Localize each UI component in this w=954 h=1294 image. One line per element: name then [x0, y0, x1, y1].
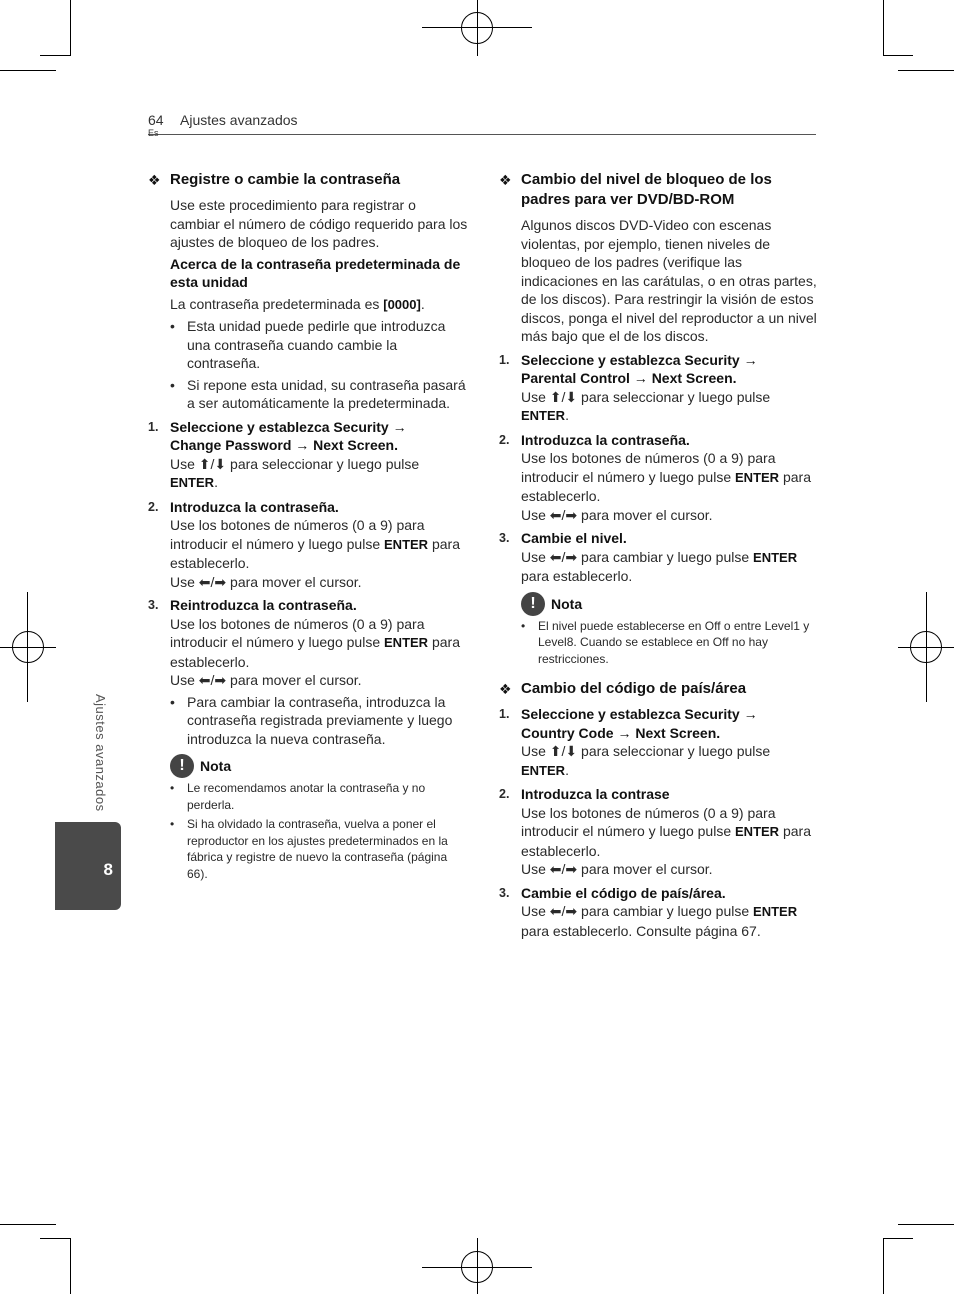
- step-1: 1. Seleccione y establezca Security → Change Password → Next Screen. Use ⬆/⬇ para seleccionar y luego pulse ENTER.: [148, 418, 420, 490]
- diamond-bullet-icon: ❖: [148, 172, 161, 188]
- right-arrow-icon: →: [743, 351, 758, 368]
- section-title: ❖ Cambio del código de país/área: [499, 680, 747, 697]
- right-arrow-icon: →: [633, 370, 648, 386]
- crop-mark: [0, 1224, 56, 1225]
- list-item: • Si repone esta unidad, su contraseña pasará a ser automáticamente la predeterminada.: [170, 376, 466, 411]
- right-arrow-icon: →: [392, 418, 407, 435]
- column-left: [148, 170, 468, 885]
- step-3: 3. Cambie el nivel. Use ⬅/➡ para cambiar y luego pulse ENTER para establecerlo.: [499, 530, 798, 584]
- registration-circle: [461, 12, 493, 44]
- crop-mark: [883, 55, 913, 56]
- left-right-arrows-icon: ⬅/➡: [198, 672, 227, 688]
- up-down-arrows-icon: ⬆/⬇: [198, 455, 227, 472]
- paragraph: Use este procedimiento para registrar o cambiar el número de código requerido para los ajustes de bloqueo de los padres.: [170, 197, 468, 250]
- note-item: • El nivel puede establecerse en Off o entre Level1 y Level8. Cuando se establece en Off no hay restricciones.: [521, 618, 810, 666]
- step-1: 1. Seleccione y establezca Security → Country Code → Next Screen. Use ⬆/⬇ para seleccionar y luego pulse ENTER.: [499, 706, 771, 778]
- column-right: [499, 170, 821, 943]
- step-3: 3. Cambie el código de país/área. Use ⬅/➡ para cambiar y luego pulse ENTER para establecerlo. Consulte página 67.: [499, 884, 798, 939]
- crop-mark: [70, 1238, 71, 1294]
- left-right-arrows-icon: ⬅/➡: [549, 903, 578, 919]
- crop-mark: [40, 55, 70, 56]
- crop-mark: [40, 1238, 70, 1239]
- note-header: ! Nota: [148, 754, 468, 778]
- subheading: Acerca de la contraseña predeterminada de esta unidad: [170, 255, 461, 290]
- registration-circle: [910, 631, 942, 663]
- section-title: ❖ Registre o cambie la contraseña: [148, 171, 401, 188]
- right-arrow-icon: →: [295, 437, 310, 453]
- crop-mark: [883, 1238, 913, 1239]
- side-section-label: Ajustes avanzados: [93, 694, 108, 812]
- exclamation-icon: !: [521, 592, 545, 616]
- page-header: [148, 112, 816, 138]
- step-2: 2. Introduzca la contrase Use los botones de números (0 a 9) para introducir el número y luego pulse ENTER para establecerlo. Use ⬅/➡ para mover el cursor.: [499, 786, 811, 877]
- chapter-tab: [55, 822, 121, 910]
- left-right-arrows-icon: ⬅/➡: [549, 548, 578, 565]
- chapter-number: 8: [103, 860, 113, 879]
- crop-mark: [898, 70, 954, 71]
- registration-circle: [12, 631, 44, 663]
- right-arrow-icon: →: [743, 706, 758, 722]
- page-section-title: Ajustes avanzados: [180, 112, 298, 128]
- crop-mark: [898, 1224, 954, 1225]
- list-item: • Para cambiar la contraseña, introduzca la contraseña registrada previamente y luego introduzca la nueva contraseña.: [170, 693, 453, 747]
- step-1: 1. Seleccione y establezca Security → Parental Control → Next Screen. Use ⬆/⬇ para seleccionar y luego pulse ENTER.: [499, 351, 771, 423]
- step-2: 2. Introduzca la contraseña. Use los botones de números (0 a 9) para introducir el número y luego pulse ENTER para establecerlo. Use ⬅/➡ para mover el cursor.: [148, 498, 460, 590]
- diamond-bullet-icon: ❖: [499, 172, 512, 188]
- up-down-arrows-icon: ⬆/⬇: [549, 388, 578, 405]
- note-item: • Le recomendamos anotar la contraseña y no perderla.: [170, 781, 426, 812]
- paragraph: La contraseña predeterminada es [0000].: [170, 295, 425, 312]
- page-number: 64: [148, 112, 164, 128]
- crop-mark: [883, 1238, 884, 1294]
- exclamation-icon: !: [170, 754, 194, 778]
- paragraph: Algunos discos DVD-Video con escenas violentas, por ejemplo, tienen niveles de bloqueo de los padres (verifique las indicaciones en las carátulas, o en otras partes, de los discos). Para restringir la visión de estos discos, ponga el nivel del reproductor a un nivel más bajo que el de los discos.: [521, 217, 817, 344]
- note-item: • Si ha olvidado la contraseña, vuelva a poner el reproductor en los ajustes predeterminados en la fábrica y registre de nuevo la contraseña (página 66).: [170, 817, 448, 881]
- note-header: ! Nota: [499, 592, 821, 616]
- crop-mark: [0, 70, 56, 71]
- right-arrow-icon: →: [617, 724, 632, 741]
- step-3: 3. Reintroduzca la contraseña. Use los botones de números (0 a 9) para introducir el número y luego pulse ENTER para establecerlo. Use ⬅/➡ para mover el cursor.: [148, 597, 460, 688]
- crop-mark: [70, 0, 71, 56]
- left-right-arrows-icon: ⬅/➡: [549, 506, 578, 523]
- section-title: ❖ Cambio del nivel de bloqueo de los padres para ver DVD/BD-ROM: [499, 171, 772, 208]
- step-2: 2. Introduzca la contraseña. Use los botones de números (0 a 9) para introducir el número y luego pulse ENTER para establecerlo. Use ⬅/➡ para mover el cursor.: [499, 431, 811, 523]
- diamond-bullet-icon: ❖: [499, 681, 512, 697]
- crop-mark: [883, 0, 884, 56]
- registration-circle: [461, 1251, 493, 1283]
- list-item: • Esta unidad puede pedirle que introduzca una contraseña cuando cambie la contraseña.: [170, 318, 446, 371]
- left-right-arrows-icon: ⬅/➡: [549, 861, 578, 877]
- left-right-arrows-icon: ⬅/➡: [198, 573, 227, 590]
- up-down-arrows-icon: ⬆/⬇: [549, 743, 578, 759]
- page-language: Es: [148, 128, 159, 138]
